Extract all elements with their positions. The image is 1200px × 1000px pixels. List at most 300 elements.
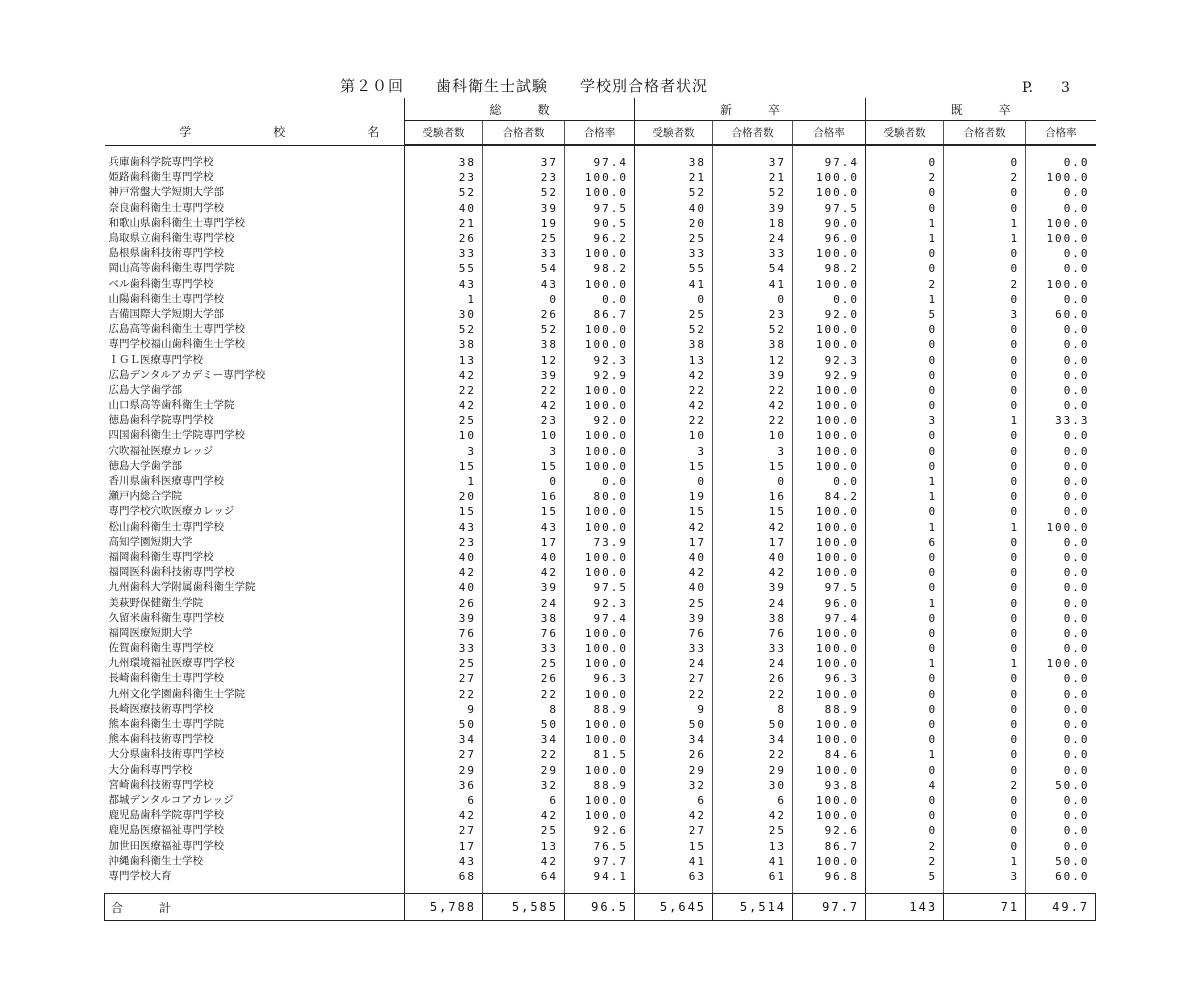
table-cell: 0 (944, 702, 1026, 717)
table-cell: 40 (713, 550, 793, 565)
school-name: 長崎医療技術専門学校 (108, 702, 214, 715)
table-row (105, 352, 1096, 367)
table-cell: 100.0 (565, 398, 635, 413)
school-name: 山口県高等歯科衛生士学院 (108, 399, 235, 412)
table-cell: 0 (944, 428, 1026, 443)
table-cell: 22 (483, 383, 565, 398)
table-cell: 0.0 (1026, 459, 1096, 474)
school-name: 広島デンタルアカデミー専門学校 (108, 368, 266, 381)
table-row (105, 504, 1096, 519)
table-cell: 0 (866, 444, 944, 459)
table-row (105, 671, 1096, 686)
table-cell: 0 (866, 383, 944, 398)
table-cell: 1 (866, 747, 944, 762)
table-cell: 0 (944, 292, 1026, 307)
table-cell: 25 (635, 595, 713, 610)
table-cell: 0 (944, 717, 1026, 732)
table-cell: 3 (944, 869, 1026, 884)
table-cell: 0.0 (1026, 261, 1096, 276)
table-cell: 80.0 (565, 489, 635, 504)
table-cell: 100.0 (793, 793, 866, 808)
column-header: 合格率 (565, 121, 635, 146)
column-header: 受験者数 (405, 121, 483, 146)
table-cell: 0 (866, 261, 944, 276)
table-cell: 92.3 (793, 352, 866, 367)
table-cell: 0 (866, 808, 944, 823)
table-row (105, 444, 1096, 459)
table-cell: 100.0 (793, 277, 866, 292)
table-cell: 68 (405, 869, 483, 884)
page-title: 第２０回 歯科衛生士試験 学校別合格者状況 (340, 77, 709, 95)
table-cell: 88.9 (793, 702, 866, 717)
table-cell: 2 (944, 277, 1026, 292)
table-cell: 1 (944, 656, 1026, 671)
table-row (105, 550, 1096, 565)
table-cell: 29 (635, 763, 713, 778)
column-header: 合格者数 (944, 121, 1026, 146)
table-cell: 6 (866, 535, 944, 550)
table-cell: 0 (866, 322, 944, 337)
table-cell: 25 (483, 823, 565, 838)
table-cell: 17 (483, 535, 565, 550)
table-cell: 100.0 (565, 626, 635, 641)
table-row (105, 216, 1096, 231)
table-cell: 0.0 (1026, 580, 1096, 595)
table-cell: 17 (405, 838, 483, 853)
table-cell: 1 (866, 489, 944, 504)
table-row (105, 231, 1096, 246)
table-row (105, 413, 1096, 428)
table-row (105, 398, 1096, 413)
table-cell: 100.0 (793, 808, 866, 823)
table-cell: 0 (866, 702, 944, 717)
table-row (105, 702, 1096, 717)
table-cell: 90.0 (793, 216, 866, 231)
table-cell: 41 (713, 854, 793, 869)
table-cell: 24 (713, 595, 793, 610)
table-cell: 42 (713, 520, 793, 535)
school-name: 加世田医療福祉専門学校 (108, 839, 224, 852)
table-row (105, 717, 1096, 732)
table-cell: 100.0 (565, 808, 635, 823)
school-name: 瀬戸内総合学院 (108, 490, 182, 503)
table-cell: 10 (713, 428, 793, 443)
table-cell: 0.0 (1026, 185, 1096, 200)
table-row (105, 535, 1096, 550)
school-rows (105, 155, 1096, 884)
table-cell: 33 (483, 641, 565, 656)
table-cell: 100.0 (793, 170, 866, 185)
table-cell: 52 (483, 185, 565, 200)
table-cell: 20 (405, 489, 483, 504)
table-cell: 100.0 (793, 732, 866, 747)
total-cell: 49.7 (1026, 894, 1096, 921)
table-cell: 1 (866, 292, 944, 307)
table-cell: 29 (405, 763, 483, 778)
table-cell: 43 (405, 854, 483, 869)
table-cell: 1 (944, 854, 1026, 869)
table-cell: 0.0 (1026, 565, 1096, 580)
spacer-row (105, 145, 1096, 155)
table-cell: 26 (483, 671, 565, 686)
table-cell: 0 (866, 671, 944, 686)
table-cell: 4 (866, 778, 944, 793)
column-header: 合格率 (793, 121, 866, 146)
table-cell: 43 (483, 520, 565, 535)
total-cell: 71 (944, 894, 1026, 921)
table-cell: 84.6 (793, 747, 866, 762)
table-cell: 1 (866, 656, 944, 671)
table-cell: 0 (944, 535, 1026, 550)
table-cell: 97.4 (793, 155, 866, 170)
table-cell: 42 (483, 565, 565, 580)
table-cell: 22 (483, 747, 565, 762)
table-cell: 97.4 (793, 611, 866, 626)
school-name: 穴吹福祉医療カレッジ (108, 444, 214, 457)
table-cell: 100.0 (565, 277, 635, 292)
group-header-previous-grad: 既 卒 (866, 98, 1096, 121)
table-cell: 33.3 (1026, 413, 1096, 428)
school-name: 久留米歯科衛生専門学校 (108, 611, 224, 624)
table-cell: 0 (713, 474, 793, 489)
table-cell: 33 (713, 641, 793, 656)
table-cell: 39 (483, 580, 565, 595)
table-cell: 38 (713, 611, 793, 626)
table-cell: 0 (944, 185, 1026, 200)
total-cell: 5,514 (713, 894, 793, 921)
table-cell: 50 (405, 717, 483, 732)
table-cell: 50.0 (1026, 778, 1096, 793)
table-cell: 38 (713, 337, 793, 352)
school-name: 福岡医療短期大学 (108, 626, 193, 639)
table-cell: 100.0 (793, 459, 866, 474)
table-cell: 100.0 (793, 428, 866, 443)
table-cell: 42 (405, 808, 483, 823)
table-row (105, 155, 1096, 170)
table-cell: 24 (713, 656, 793, 671)
school-name: 専門学校穴吹医療カレッジ (108, 505, 235, 518)
school-name: 九州歯科大学附属歯科衛生学院 (108, 581, 256, 594)
table-cell: 38 (405, 337, 483, 352)
table-cell: 2 (866, 170, 944, 185)
table-cell: 22 (713, 413, 793, 428)
table-cell: 13 (483, 838, 565, 853)
table-cell: 0 (944, 383, 1026, 398)
table-cell: 13 (635, 352, 713, 367)
table-cell: 52 (713, 322, 793, 337)
table-cell: 0.0 (1026, 823, 1096, 838)
table-cell: 42 (713, 808, 793, 823)
table-cell: 0 (866, 626, 944, 641)
table-cell: 15 (635, 504, 713, 519)
table-cell: 22 (483, 687, 565, 702)
table-cell: 52 (713, 185, 793, 200)
table-cell: 1 (866, 595, 944, 610)
school-name: 高知学園短期大学 (108, 535, 193, 548)
school-name: 美萩野保健衛生学院 (108, 596, 203, 609)
table-cell: 0 (944, 489, 1026, 504)
table-row (105, 565, 1096, 580)
table-cell: 34 (635, 732, 713, 747)
table-cell: 42 (483, 398, 565, 413)
table-cell: 100.0 (793, 550, 866, 565)
school-name: 熊本歯科衛生士専門学院 (108, 718, 224, 731)
table-cell: 0 (944, 368, 1026, 383)
table-cell: 0 (866, 368, 944, 383)
table-cell: 100.0 (1026, 277, 1096, 292)
table-cell: 0 (866, 155, 944, 170)
table-cell: 100.0 (1026, 231, 1096, 246)
table-cell: 55 (635, 261, 713, 276)
table-cell: 100.0 (565, 763, 635, 778)
table-cell: 0.0 (1026, 504, 1096, 519)
column-header: 受験者数 (635, 121, 713, 146)
table-cell: 39 (483, 368, 565, 383)
table-cell: 23 (405, 170, 483, 185)
school-name: ベル歯科衛生専門学校 (108, 277, 214, 290)
column-header: 合格率 (1026, 121, 1096, 146)
table-cell: 0.0 (1026, 702, 1096, 717)
school-name: 神戸常盤大学短期大学部 (108, 186, 224, 199)
table-cell: 100.0 (1026, 216, 1096, 231)
table-cell: 22 (713, 383, 793, 398)
table-cell: 0 (944, 398, 1026, 413)
table-cell: 55 (405, 261, 483, 276)
table-cell: 42 (635, 520, 713, 535)
table-cell: 0 (866, 732, 944, 747)
group-header-total: 総 数 (405, 98, 635, 121)
table-cell: 42 (635, 368, 713, 383)
table-cell: 0 (866, 337, 944, 352)
table-cell: 22 (635, 687, 713, 702)
table-cell: 22 (635, 413, 713, 428)
table-row (105, 626, 1096, 641)
table-cell: 0.0 (565, 474, 635, 489)
table-cell: 36 (405, 778, 483, 793)
table-cell: 2 (866, 838, 944, 853)
table-cell: 23 (405, 535, 483, 550)
table-cell: 0.0 (1026, 838, 1096, 853)
table-cell: 100.0 (565, 520, 635, 535)
table-cell: 92.6 (565, 823, 635, 838)
school-name: 岡山高等歯科衛生専門学院 (108, 262, 235, 275)
table-cell: 0 (944, 201, 1026, 216)
table-cell: 50 (635, 717, 713, 732)
table-cell: 0 (944, 641, 1026, 656)
table-row (105, 611, 1096, 626)
table-cell: 34 (713, 732, 793, 747)
table-cell: 38 (483, 611, 565, 626)
table-cell: 41 (713, 277, 793, 292)
table-cell: 19 (635, 489, 713, 504)
table-cell: 0 (483, 292, 565, 307)
table-cell: 3 (483, 444, 565, 459)
table-cell: 0 (635, 292, 713, 307)
table-cell: 100.0 (793, 717, 866, 732)
table-cell: 100.0 (565, 717, 635, 732)
table-cell: 40 (635, 550, 713, 565)
school-name: 松山歯科衛生士専門学校 (108, 520, 224, 533)
table-cell: 3 (713, 444, 793, 459)
table-cell: 22 (405, 687, 483, 702)
table-cell: 0.0 (1026, 246, 1096, 261)
table-row (105, 808, 1096, 823)
table-cell: 26 (483, 307, 565, 322)
table-cell: 0.0 (1026, 201, 1096, 216)
table-cell: 52 (635, 322, 713, 337)
table-cell: 38 (635, 155, 713, 170)
table-cell: 12 (713, 352, 793, 367)
table-cell: 1 (944, 520, 1026, 535)
total-cell: 143 (866, 894, 944, 921)
table-row (105, 261, 1096, 276)
table-cell: 96.3 (565, 671, 635, 686)
table-cell: 2 (866, 277, 944, 292)
table-row (105, 793, 1096, 808)
table-cell: 42 (713, 398, 793, 413)
table-cell: 0 (713, 292, 793, 307)
table-cell: 0 (944, 550, 1026, 565)
table-cell: 0 (866, 611, 944, 626)
table-cell: 100.0 (565, 641, 635, 656)
table-cell: 43 (483, 277, 565, 292)
table-cell: 0 (866, 185, 944, 200)
table-cell: 50 (483, 717, 565, 732)
table-cell: 0 (866, 398, 944, 413)
table-cell: 96.2 (565, 231, 635, 246)
table-cell: 92.6 (793, 823, 866, 838)
table-cell: 100.0 (565, 459, 635, 474)
table-cell: 15 (405, 459, 483, 474)
table-cell: 19 (483, 216, 565, 231)
table-cell: 18 (713, 216, 793, 231)
table-cell: 39 (483, 201, 565, 216)
table-row (105, 337, 1096, 352)
table-cell: 0 (866, 580, 944, 595)
table-cell: 15 (713, 504, 793, 519)
table-row (105, 246, 1096, 261)
table-cell: 10 (635, 428, 713, 443)
total-cell: 5,585 (483, 894, 565, 921)
table-cell: 25 (483, 656, 565, 671)
table-cell: 100.0 (565, 444, 635, 459)
table-cell: 0 (944, 732, 1026, 747)
table-cell: 29 (713, 763, 793, 778)
table-cell: 81.5 (565, 747, 635, 762)
table-cell: 0 (866, 201, 944, 216)
table-row (105, 869, 1096, 884)
table-cell: 0.0 (1026, 641, 1096, 656)
table-cell: 96.3 (793, 671, 866, 686)
table-cell: 22 (713, 747, 793, 762)
table-cell: 26 (405, 595, 483, 610)
table-cell: 0 (483, 474, 565, 489)
table-cell: 40 (635, 580, 713, 595)
table-cell: 33 (635, 246, 713, 261)
total-cell: 5,788 (405, 894, 483, 921)
table-cell: 6 (405, 793, 483, 808)
table-cell: 50 (713, 717, 793, 732)
table-cell: 3 (944, 307, 1026, 322)
table-cell: 6 (713, 793, 793, 808)
table-cell: 0 (944, 838, 1026, 853)
school-name: 徳島大学歯学部 (108, 459, 182, 472)
table-cell: 100.0 (793, 246, 866, 261)
table-cell: 0 (944, 565, 1026, 580)
table-cell: 38 (405, 155, 483, 170)
table-cell: 100.0 (565, 337, 635, 352)
table-cell: 42 (405, 368, 483, 383)
table-cell: 0.0 (1026, 352, 1096, 367)
table-header (105, 98, 1096, 145)
table-cell: 100.0 (565, 246, 635, 261)
table-cell: 42 (483, 854, 565, 869)
table-cell: 92.9 (793, 368, 866, 383)
table-cell: 0.0 (1026, 155, 1096, 170)
table-cell: 100.0 (565, 793, 635, 808)
table-cell: 100.0 (565, 732, 635, 747)
table-cell: 0 (944, 337, 1026, 352)
table-cell: 88.9 (565, 778, 635, 793)
table-cell: 22 (635, 383, 713, 398)
table-cell: 25 (405, 656, 483, 671)
table-cell: 24 (713, 231, 793, 246)
table-cell: 0.0 (1026, 322, 1096, 337)
table-row (105, 428, 1096, 443)
table-cell: 8 (483, 702, 565, 717)
table-cell: 0 (944, 687, 1026, 702)
table-cell: 27 (405, 747, 483, 762)
table-cell: 41 (635, 854, 713, 869)
school-name: 吉備国際大学短期大学部 (108, 307, 224, 320)
table-cell: 23 (483, 170, 565, 185)
table-cell: 100.0 (793, 413, 866, 428)
table-cell: 97.5 (793, 201, 866, 216)
table-cell: 100.0 (793, 854, 866, 869)
table-cell: 52 (405, 185, 483, 200)
table-cell: 42 (635, 808, 713, 823)
table-cell: 64 (483, 869, 565, 884)
table-cell: 26 (635, 747, 713, 762)
table-cell: 100.0 (793, 626, 866, 641)
table-row (105, 201, 1096, 216)
column-header: 合格者数 (713, 121, 793, 146)
results-table (104, 98, 1096, 921)
table-cell: 42 (635, 565, 713, 580)
table-cell: 73.9 (565, 535, 635, 550)
table-row (105, 170, 1096, 185)
table-cell: 0.0 (1026, 687, 1096, 702)
table-row (105, 854, 1096, 869)
table-cell: 100.0 (793, 687, 866, 702)
table-cell: 86.7 (565, 307, 635, 322)
table-cell: 22 (405, 383, 483, 398)
table-cell: 0.0 (565, 292, 635, 307)
table-cell: 0.0 (793, 292, 866, 307)
table-cell: 42 (405, 398, 483, 413)
table-cell: 0 (944, 444, 1026, 459)
table-cell: 37 (713, 155, 793, 170)
table-row (105, 383, 1096, 398)
table-row (105, 732, 1096, 747)
table-cell: 0.0 (1026, 398, 1096, 413)
table-cell: 1 (944, 231, 1026, 246)
table-cell: 100.0 (793, 565, 866, 580)
table-cell: 52 (483, 322, 565, 337)
table-cell: 100.0 (793, 337, 866, 352)
table-cell: 0.0 (1026, 535, 1096, 550)
table-row (105, 580, 1096, 595)
